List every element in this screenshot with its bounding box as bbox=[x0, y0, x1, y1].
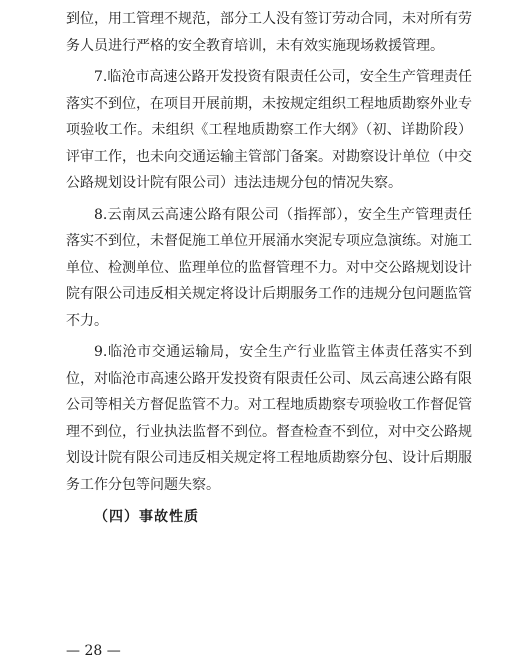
paragraph-continued: 到位，用工管理不规范，部分工人没有签订劳动合同，未对所有劳务人员进行严格的安全教育培训，未有效实施现场救援管理。 bbox=[66, 11, 472, 54]
paragraph-item-9: 9.临沧市交通运输局，安全生产行业监管主体责任落实不到位，对临沧市高速公路开发投资有限责任公司、凤云高速公路有限公司等相关方督促监管不力。对工程地质勘察专项验收工作督促管理不到位，行业执法监督不到位。督查检查不到位，对中交公路规划设计院有限公司违反相关规定将工程地质勘察分包、设计后期服务工作分包等问题失察。 bbox=[66, 344, 472, 493]
paragraph-item-8: 8.云南凤云高速公路有限公司（指挥部），安全生产管理责任落实不到位，未督促施工单位开展涌水突泥专项应急演练。对施工单位、检测单位、监理单位的监督管理不力。对中交公路规划设计院有限公司违反相关规定将设计后期服务工作的违规分包问题监管不力。 bbox=[66, 206, 472, 329]
section-heading: （四）事故性质 bbox=[94, 509, 199, 525]
page-number: — 28 — bbox=[66, 643, 121, 659]
document-body bbox=[66, 6, 472, 531]
paragraph-item-7: 7.临沧市高速公路开发投资有限责任公司，安全生产管理责任落实不到位，在项目开展前期，未按规定组织工程地质勘察外业专项验收工作。未组织《工程地质勘察工作大纲》（初、详勘阶段）评审工作，也未向交通运输主管部门备案。对勘察设计单位（中交公路规划设计院有限公司）违法违规分包的情况失察。 bbox=[66, 69, 472, 191]
